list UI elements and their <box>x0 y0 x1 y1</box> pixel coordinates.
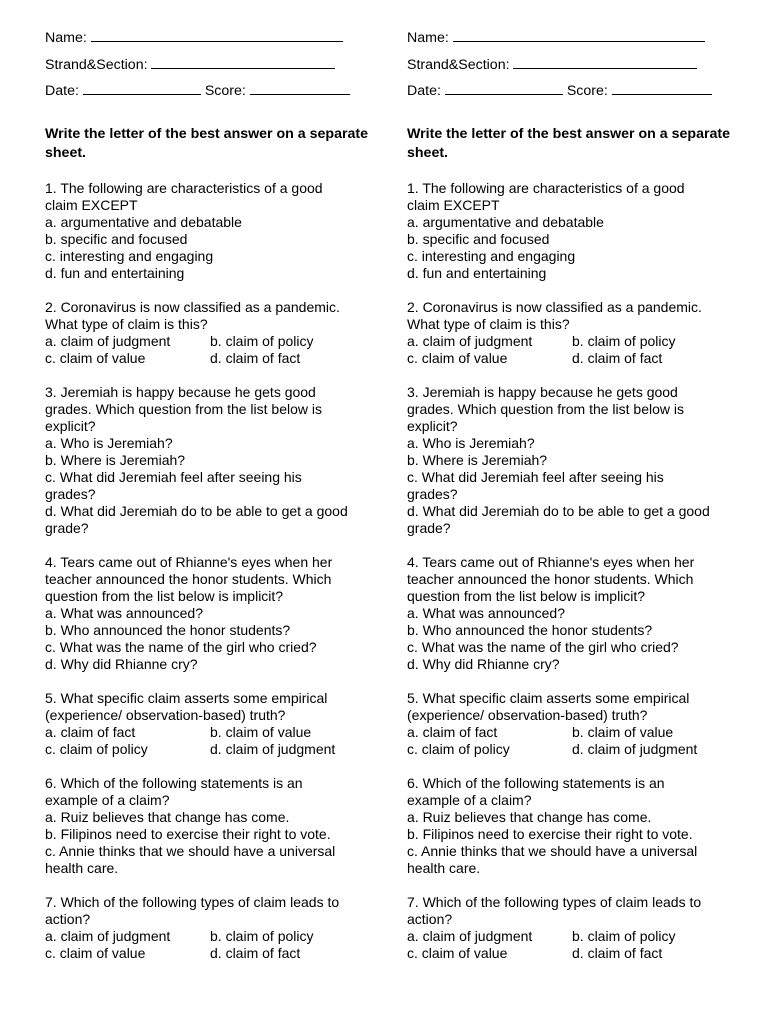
date-label: Date: <box>407 83 441 99</box>
answer-option: c. What was the name of the girl who cried? <box>45 638 317 655</box>
answer-option: a. claim of judgment <box>45 332 171 349</box>
question-stem: 3. Jeremiah is happy because he gets good <box>45 383 316 400</box>
answer-option: d. Why did Rhianne cry? <box>45 655 198 672</box>
question-stem: 3. Jeremiah is happy because he gets good <box>407 383 678 400</box>
name-blank <box>453 27 705 42</box>
answer-option: a. claim of fact <box>407 723 498 740</box>
answer-option: b. claim of policy <box>210 332 314 349</box>
answer-option: b. specific and focused <box>45 230 188 247</box>
question-stem: What type of claim is this? <box>407 315 570 332</box>
answer-option: health care. <box>407 859 481 876</box>
question-4 <box>45 554 375 673</box>
answer-option: c. claim of value <box>45 944 146 961</box>
answer-option: b. claim of value <box>572 723 674 740</box>
question-stem: 4. Tears came out of Rhianne's eyes when her <box>407 553 695 570</box>
date-score-line <box>45 80 375 107</box>
strand-section-line <box>407 54 737 81</box>
answer-option: b. Where is Jeremiah? <box>407 451 548 468</box>
answer-option: d. claim of fact <box>572 944 663 961</box>
answer-option: d. What did Jeremiah do to be able to get a good <box>45 502 348 519</box>
answer-option: grades? <box>45 485 96 502</box>
answer-option: d. fun and entertaining <box>407 264 547 281</box>
answer-option: a. claim of judgment <box>407 927 533 944</box>
date-score-line <box>407 80 737 107</box>
question-3 <box>407 384 737 537</box>
answer-option: b. Who announced the honor students? <box>407 621 653 638</box>
name-label: Name: <box>45 30 87 46</box>
question-stem: question from the list below is implicit? <box>45 587 284 604</box>
answer-option: c. claim of value <box>407 349 508 366</box>
question-stem: example of a claim? <box>45 791 170 808</box>
name-line <box>407 27 737 54</box>
strand-section-label: Strand&Section: <box>407 56 510 73</box>
question-stem: question from the list below is implicit? <box>407 587 646 604</box>
answer-option: b. specific and focused <box>407 230 550 247</box>
answer-option: grade? <box>407 519 451 536</box>
question-stem: 1. The following are characteristics of a good <box>45 179 323 196</box>
answer-option: health care. <box>45 859 119 876</box>
answer-options <box>45 333 375 367</box>
question-stem: 1. The following are characteristics of a good <box>407 179 685 196</box>
question-stem: 6. Which of the following statements is an <box>407 774 665 791</box>
answer-option: d. What did Jeremiah do to be able to get a good <box>407 502 710 519</box>
question-6 <box>407 775 737 877</box>
strand-section-blank <box>513 54 697 69</box>
answer-option: grades? <box>407 485 458 502</box>
answer-option: a. Ruiz believes that change has come. <box>407 808 652 825</box>
answer-options <box>45 928 375 962</box>
question-1 <box>45 180 375 282</box>
question-1 <box>407 180 737 282</box>
answer-option: a. What was announced? <box>407 604 565 621</box>
question-stem: explicit? <box>45 417 96 434</box>
date-label: Date: <box>45 83 79 99</box>
question-stem: 6. Which of the following statements is an <box>45 774 303 791</box>
answer-option: c. What was the name of the girl who cried? <box>407 638 679 655</box>
answer-option: a. Who is Jeremiah? <box>407 434 535 451</box>
answer-option: c. claim of policy <box>407 740 510 757</box>
question-2 <box>45 299 375 367</box>
answer-option: b. Filipinos need to exercise their right to vote. <box>407 825 693 842</box>
answer-option: c. claim of value <box>45 349 146 366</box>
question-stem: 5. What specific claim asserts some empirical <box>407 689 690 706</box>
question-stem: 7. Which of the following types of claim leads to <box>45 893 340 910</box>
question-stem: 2. Coronavirus is now classified as a pandemic. <box>407 298 702 315</box>
answer-options <box>407 724 737 758</box>
answer-option: d. claim of judgment <box>210 740 336 757</box>
question-7 <box>407 894 737 962</box>
question-2 <box>407 299 737 367</box>
question-5 <box>407 690 737 758</box>
name-blank <box>91 27 343 42</box>
answer-option: b. claim of value <box>210 723 312 740</box>
worksheet-copy-left <box>45 27 375 962</box>
question-stem: 2. Coronavirus is now classified as a pandemic. <box>45 298 340 315</box>
instructions: Write the letter of the best answer on a separate sheet. <box>45 125 368 161</box>
answer-option: a. Who is Jeremiah? <box>45 434 173 451</box>
answer-options <box>407 928 737 962</box>
answer-option: d. claim of fact <box>210 944 301 961</box>
score-label: Score: <box>566 83 608 99</box>
answer-option: c. interesting and engaging <box>45 247 214 264</box>
question-stem: (experience/ observation-based) truth? <box>407 706 648 723</box>
answer-options <box>407 333 737 367</box>
answer-option: c. Annie thinks that we should have a universal <box>45 842 336 859</box>
question-list <box>45 180 375 962</box>
question-4 <box>407 554 737 673</box>
answer-option: b. claim of policy <box>572 332 676 349</box>
answer-option: a. argumentative and debatable <box>407 213 604 230</box>
question-stem: teacher announced the honor students. Which <box>45 570 332 587</box>
strand-section-blank <box>151 54 335 69</box>
name-label: Name: <box>407 30 449 46</box>
answer-option: a. What was announced? <box>45 604 203 621</box>
answer-option: c. claim of policy <box>45 740 148 757</box>
worksheet-copy-right <box>407 27 737 962</box>
question-stem: grades. Which question from the list below is <box>45 400 323 417</box>
answer-option: d. claim of fact <box>572 349 663 366</box>
question-stem: 5. What specific claim asserts some empirical <box>45 689 328 706</box>
answer-option: d. claim of judgment <box>572 740 698 757</box>
answer-option: c. What did Jeremiah feel after seeing his <box>407 468 664 485</box>
name-line <box>45 27 375 54</box>
question-stem: claim EXCEPT <box>45 196 138 213</box>
answer-option: c. What did Jeremiah feel after seeing his <box>45 468 302 485</box>
answer-options <box>45 724 375 758</box>
answer-option: d. claim of fact <box>210 349 301 366</box>
answer-option: b. claim of policy <box>210 927 314 944</box>
instructions: Write the letter of the best answer on a separate sheet. <box>407 125 730 161</box>
question-stem: What type of claim is this? <box>45 315 208 332</box>
question-stem: explicit? <box>407 417 458 434</box>
date-blank <box>445 80 563 95</box>
score-blank <box>250 80 350 95</box>
question-stem: action? <box>45 910 91 927</box>
question-6 <box>45 775 375 877</box>
question-stem: example of a claim? <box>407 791 532 808</box>
answer-option: d. fun and entertaining <box>45 264 185 281</box>
answer-option: b. Who announced the honor students? <box>45 621 291 638</box>
answer-option: a. argumentative and debatable <box>45 213 242 230</box>
strand-section-line <box>45 54 375 81</box>
question-stem: teacher announced the honor students. Which <box>407 570 694 587</box>
score-label: Score: <box>204 83 246 99</box>
question-5 <box>45 690 375 758</box>
answer-option: grade? <box>45 519 89 536</box>
question-stem: grades. Which question from the list below is <box>407 400 685 417</box>
answer-option: a. claim of judgment <box>407 332 533 349</box>
answer-option: b. Filipinos need to exercise their right to vote. <box>45 825 331 842</box>
question-stem: action? <box>407 910 453 927</box>
answer-option: a. claim of judgment <box>45 927 171 944</box>
answer-option: d. Why did Rhianne cry? <box>407 655 560 672</box>
answer-option: c. Annie thinks that we should have a universal <box>407 842 698 859</box>
question-stem: 7. Which of the following types of claim leads to <box>407 893 702 910</box>
question-stem: (experience/ observation-based) truth? <box>45 706 286 723</box>
date-blank <box>83 80 201 95</box>
answer-option: c. claim of value <box>407 944 508 961</box>
score-blank <box>612 80 712 95</box>
answer-option: b. claim of policy <box>572 927 676 944</box>
question-7 <box>45 894 375 962</box>
answer-option: a. claim of fact <box>45 723 136 740</box>
question-stem: 4. Tears came out of Rhianne's eyes when her <box>45 553 333 570</box>
question-stem: claim EXCEPT <box>407 196 500 213</box>
question-3 <box>45 384 375 537</box>
answer-option: c. interesting and engaging <box>407 247 576 264</box>
answer-option: b. Where is Jeremiah? <box>45 451 186 468</box>
strand-section-label: Strand&Section: <box>45 56 148 73</box>
answer-option: a. Ruiz believes that change has come. <box>45 808 290 825</box>
question-list <box>407 180 737 962</box>
